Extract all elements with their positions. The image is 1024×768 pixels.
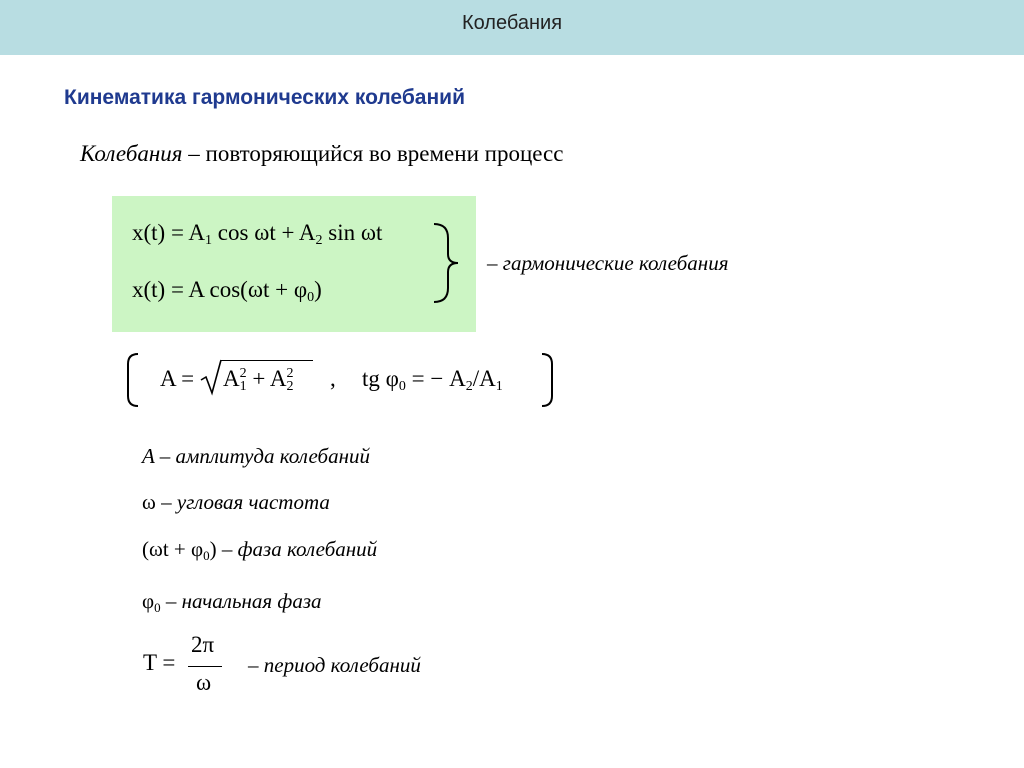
fraction-bar — [188, 666, 222, 667]
left-paren-icon — [122, 352, 144, 408]
period-lhs: T = — [143, 650, 176, 675]
phase-definition: $(\omega t + \varphi_0)$ – фаза колебаний — [142, 537, 378, 563]
definition-text: – повторяющийся во времени процесс — [182, 141, 564, 166]
angular-frequency-definition: ω – угловая частота — [142, 490, 330, 514]
amplitude-lhs: A = — [160, 366, 195, 391]
amplitude-definition: A – амплитуда колебаний — [142, 444, 370, 468]
sqrt-sign-icon — [199, 356, 223, 396]
section-heading: Кинематика гармонических колебаний — [64, 86, 465, 109]
harmonic-equations-box — [112, 196, 476, 332]
period-denominator: ω — [196, 670, 212, 695]
formula-separator: , — [330, 366, 336, 391]
period-numerator: 2π — [191, 632, 215, 657]
title-bar — [0, 0, 1024, 55]
slide-title: Колебания — [461, 12, 563, 34]
initial-phase-definition: $\varphi_0$ – начальная фаза — [142, 589, 322, 615]
initial-phase-formula: tg $\varphi_0$ = − $A_2/A_1$ — [362, 366, 503, 394]
equation-phase-form: x(t) = A $\cos(\omega t + \varphi_0)$ — [132, 277, 322, 305]
right-paren-icon — [536, 352, 558, 408]
equation-sum-form: $x(t) = A_1$ $\cos \omega t + A_2$ sin ωt — [132, 220, 383, 248]
definition-term: Колебания — [80, 141, 183, 166]
right-brace-icon — [430, 222, 470, 304]
harmonic-label: – гармонические колебания — [487, 251, 729, 275]
amplitude-radicand: $A^2_1 + A^2_2$ — [223, 366, 294, 394]
oscillation-definition — [80, 141, 563, 167]
period-definition: – период колебаний — [248, 653, 421, 677]
sqrt-overline — [221, 360, 313, 361]
